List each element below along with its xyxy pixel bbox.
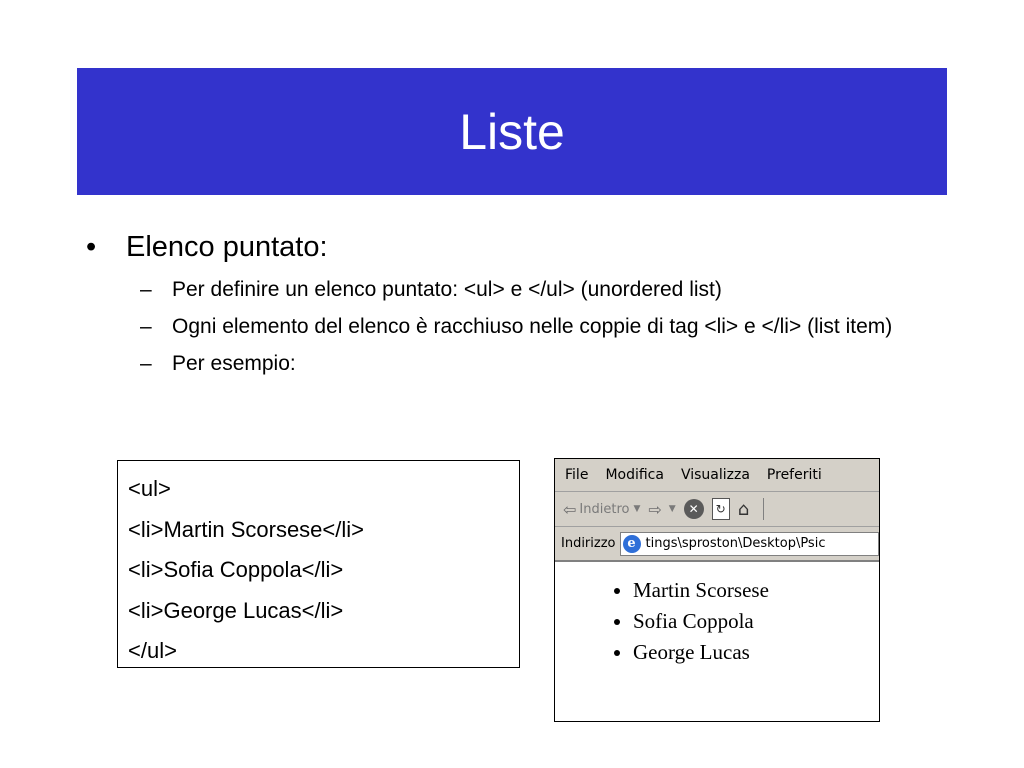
home-icon: ⌂ [737, 498, 750, 520]
dash-mark: – [140, 315, 152, 338]
subpoint-text: Per esempio: [172, 352, 296, 375]
dash-mark: – [140, 278, 152, 301]
code-line: <li>George Lucas</li> [128, 597, 344, 623]
stop-button[interactable] [684, 499, 704, 519]
browser-screenshot [554, 458, 880, 722]
browser-menubar [555, 459, 879, 492]
rendered-page [555, 562, 879, 668]
address-bar [555, 527, 879, 562]
browser-toolbar [555, 492, 879, 527]
refresh-icon: ↻ [712, 498, 730, 520]
code-example-box [117, 460, 520, 668]
code-line: <li>Sofia Coppola</li> [128, 557, 344, 582]
bullet-list [86, 226, 966, 379]
subpoint-text: Ogni elemento del elenco è racchiuso nelle coppie di tag <li> e </li> (list item) [172, 315, 893, 338]
subpoint-item [140, 311, 966, 342]
back-arrow-icon: ⇦ [563, 499, 577, 519]
dash-mark: – [140, 352, 152, 375]
list-item: • Sofia Coppola [633, 606, 879, 637]
bullet-item [86, 226, 966, 268]
rendered-list [555, 575, 879, 668]
address-value: tings\sproston\Desktop\Psic [645, 536, 826, 551]
subpoint-item [140, 348, 966, 379]
menu-preferiti[interactable]: Preferiti [766, 467, 822, 483]
list-item: • George Lucas [633, 637, 879, 668]
back-button[interactable] [563, 500, 640, 519]
subpoint-text: Per definire un elenco puntato: <ul> e </ul> (unordered list) [172, 278, 722, 301]
address-input[interactable] [620, 532, 880, 556]
home-button[interactable] [738, 499, 749, 520]
subpoint-item [140, 274, 966, 305]
menu-modifica[interactable]: Modifica [605, 467, 664, 483]
forward-button[interactable] [648, 500, 675, 519]
refresh-button[interactable] [712, 498, 730, 520]
address-label: Indirizzo [561, 536, 616, 551]
stop-icon: ✕ [684, 499, 704, 519]
menu-file[interactable]: File [565, 467, 589, 483]
code-line: </ul> [128, 638, 177, 663]
back-label: Indietro [579, 501, 630, 517]
menu-visualizza[interactable]: Visualizza [680, 467, 750, 483]
bullet-text: Elenco puntato: [126, 231, 328, 263]
forward-arrow-icon: ⇨ [648, 499, 662, 519]
page-icon: e [623, 535, 641, 553]
list-item: • Martin Scorsese [633, 575, 879, 606]
bullet-mark: • [86, 231, 97, 263]
chevron-down-icon[interactable]: ▼ [668, 504, 676, 514]
slide-title: Liste [459, 103, 565, 160]
toolbar-divider [763, 498, 764, 520]
code-line: <li>Martin Scorsese</li> [128, 516, 364, 542]
code-line: <ul> [128, 476, 171, 501]
chevron-down-icon[interactable]: ▼ [633, 504, 641, 514]
title-banner [77, 68, 947, 195]
